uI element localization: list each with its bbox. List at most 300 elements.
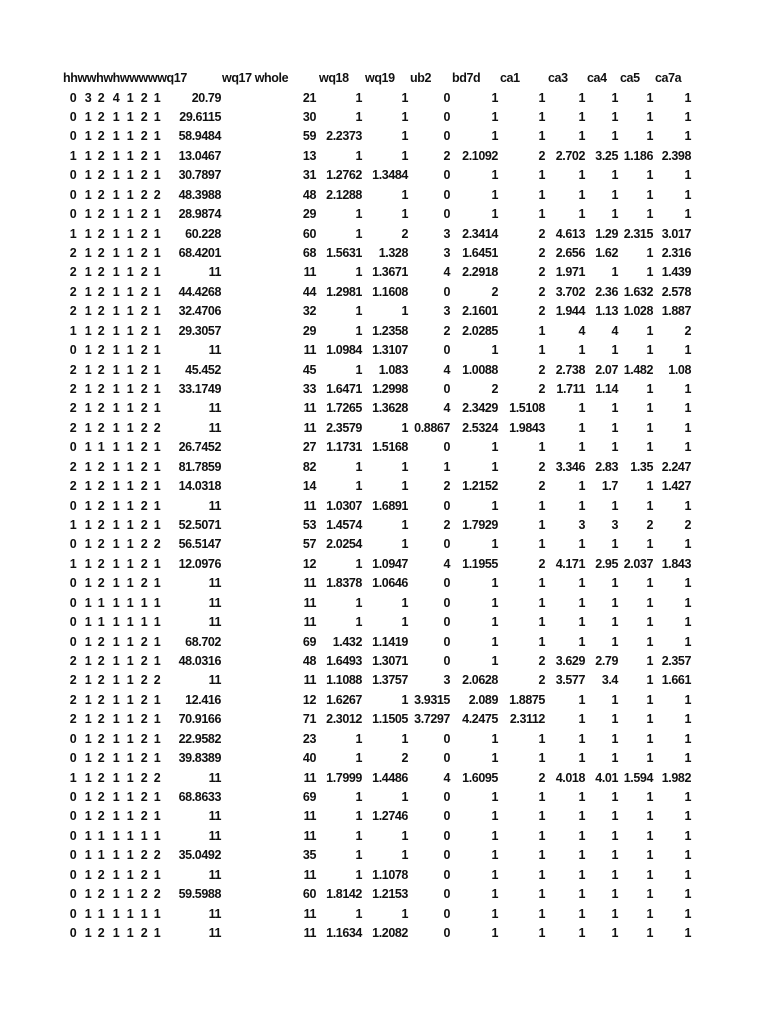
cell-hh: 2 <box>69 265 77 280</box>
cell-h: 1 <box>126 537 134 552</box>
cell-w2: 2 <box>97 518 105 532</box>
cell-h: 1 <box>126 362 134 377</box>
cell-hh: 2 <box>69 304 77 319</box>
cell-wq18: 1 <box>355 459 362 474</box>
cell-ca4: 1 <box>611 265 618 280</box>
table-row <box>0 458 768 477</box>
cell-wq18: 2.2373 <box>326 129 362 144</box>
cell-wq19: 1.2358 <box>372 323 408 338</box>
cell-w2: 2 <box>97 867 105 882</box>
cell-hw: 1 <box>112 848 120 863</box>
cell-hw: 1 <box>112 459 120 474</box>
cell-w4: 2 <box>153 187 161 202</box>
cell-bd7d: 1.6451 <box>462 245 498 260</box>
cell-w4: 1 <box>153 556 161 571</box>
cell-h: 1 <box>126 148 134 163</box>
cell-wq19: 1 <box>401 790 408 804</box>
cell-w3: 2 <box>140 245 148 260</box>
cell-wq17-whole: 45 <box>302 362 316 377</box>
cell-ca3: 2.702 <box>555 148 585 163</box>
cell-wq18: 1 <box>355 867 362 882</box>
cell-w1: 1 <box>84 440 92 455</box>
cell-h: 1 <box>126 401 134 416</box>
cell-h: 1 <box>126 109 134 124</box>
cell-h: 1 <box>126 576 134 591</box>
cell-wq17: 14.0318 <box>178 479 221 494</box>
cell-wq17: 48.0316 <box>178 654 221 668</box>
cell-w1: 1 <box>84 518 92 532</box>
cell-w4: 1 <box>153 692 161 707</box>
cell-ca4: 1 <box>611 692 618 707</box>
cell-w3: 2 <box>140 848 148 863</box>
cell-ca1: 2 <box>538 265 545 280</box>
cell-ca5: 1 <box>646 712 653 727</box>
cell-ca1: 1 <box>538 828 545 843</box>
cell-ca1: 1.5108 <box>509 401 545 416</box>
cell-ca7a: 1 <box>684 187 691 202</box>
cell-w4: 1 <box>153 906 161 921</box>
cell-w2: 2 <box>97 770 105 785</box>
cell-w4: 1 <box>153 479 161 494</box>
cell-w3: 2 <box>140 673 148 688</box>
cell-ca3: 3.346 <box>555 459 585 474</box>
cell-hw: 1 <box>112 518 120 532</box>
cell-w2: 2 <box>97 537 105 552</box>
cell-bd7d: 1 <box>491 109 498 124</box>
table-row <box>0 438 768 457</box>
cell-wq17: 11 <box>208 265 221 280</box>
cell-ca1: 1.8875 <box>509 692 545 707</box>
cell-ub2: 0 <box>443 537 450 552</box>
cell-w3: 1 <box>140 906 148 921</box>
cell-w1: 1 <box>84 731 92 746</box>
cell-ca1: 1.9843 <box>509 420 545 435</box>
cell-ca1: 1 <box>538 634 545 649</box>
cell-ca1: 1 <box>538 440 545 455</box>
cell-bd7d: 1 <box>491 207 498 222</box>
cell-ca5: 1 <box>646 692 653 707</box>
cell-wq19: 1 <box>401 848 408 863</box>
cell-wq18: 1.7265 <box>326 401 362 416</box>
cell-ca1: 1 <box>538 887 545 902</box>
cell-h: 1 <box>126 867 134 882</box>
table-row <box>0 807 768 826</box>
cell-hw: 1 <box>112 731 120 746</box>
cell-w2: 1 <box>97 906 105 921</box>
table-row <box>0 186 768 205</box>
cell-w3: 2 <box>140 109 148 124</box>
cell-ca1: 1 <box>538 109 545 124</box>
cell-ub2: 0 <box>443 498 450 513</box>
cell-wq17-whole: 11 <box>303 673 316 688</box>
cell-w2: 2 <box>97 712 105 727</box>
cell-ca4: 1 <box>611 867 618 882</box>
cell-ca5: 1 <box>646 809 653 824</box>
cell-ca3: 2.656 <box>555 245 585 260</box>
cell-ca1: 2 <box>538 304 545 319</box>
cell-ca5: 1 <box>646 323 653 338</box>
cell-wq18: 1.6471 <box>326 381 362 396</box>
cell-ca4: 1 <box>611 712 618 727</box>
cell-w3: 2 <box>140 420 148 435</box>
cell-ca4: 3.4 <box>601 673 618 688</box>
cell-wq17: 56.5147 <box>178 537 221 552</box>
cell-hh: 0 <box>69 109 77 124</box>
cell-wq19: 1 <box>401 148 408 163</box>
cell-h: 1 <box>126 459 134 474</box>
cell-ca7a: 1 <box>684 615 691 630</box>
cell-w2: 1 <box>97 615 105 630</box>
cell-ca7a: 1 <box>684 343 691 358</box>
cell-wq18: 2.3579 <box>326 420 362 435</box>
cell-ca4: 1.62 <box>595 245 618 260</box>
cell-wq19: 1 <box>401 187 408 202</box>
cell-wq19: 1.3628 <box>372 401 408 416</box>
cell-wq19: 1.1419 <box>372 634 408 649</box>
cell-w3: 1 <box>140 595 148 610</box>
cell-w1: 3 <box>84 90 92 105</box>
cell-ca4: 1 <box>611 828 618 843</box>
cell-w2: 2 <box>97 731 105 746</box>
cell-w1: 1 <box>84 848 92 863</box>
cell-ca5: 1 <box>646 906 653 921</box>
cell-w3: 2 <box>140 790 148 804</box>
cell-wq17-whole: 69 <box>302 634 316 649</box>
cell-ub2: 0 <box>443 90 450 105</box>
cell-ca1: 1 <box>538 187 545 202</box>
cell-bd7d: 2.0285 <box>462 323 498 338</box>
cell-wq17: 44.4268 <box>178 284 221 299</box>
cell-h: 1 <box>126 556 134 571</box>
cell-w2: 2 <box>97 381 105 396</box>
cell-wq17-whole: 31 <box>302 168 316 183</box>
cell-wq17-whole: 35 <box>302 848 316 863</box>
cell-h: 1 <box>126 906 134 921</box>
cell-ca7a: 2 <box>684 518 691 532</box>
cell-ca3: 1 <box>578 129 585 144</box>
cell-wq19: 1.2153 <box>372 887 408 902</box>
cell-w1: 1 <box>84 284 92 299</box>
cell-wq17: 60.228 <box>185 226 221 241</box>
cell-w1: 1 <box>84 129 92 144</box>
cell-hh: 0 <box>69 926 77 940</box>
cell-hw: 1 <box>112 498 120 513</box>
cell-w1: 1 <box>84 576 92 591</box>
cell-ub2: 3.7297 <box>414 712 450 727</box>
cell-w4: 2 <box>153 420 161 435</box>
cell-bd7d: 2.2918 <box>462 265 498 280</box>
cell-wq19: 1 <box>401 90 408 105</box>
cell-w1: 1 <box>84 634 92 649</box>
cell-ca7a: 1 <box>684 848 691 863</box>
cell-ca1: 1 <box>538 498 545 513</box>
header-row <box>0 69 768 88</box>
cell-ca1: 1 <box>538 537 545 552</box>
cell-wq17-whole: 11 <box>303 770 316 785</box>
cell-wq18: 1.6493 <box>326 654 362 668</box>
cell-ca4: 1 <box>611 343 618 358</box>
cell-ca4: 1 <box>611 498 618 513</box>
cell-wq19: 1 <box>401 420 408 435</box>
cell-w3: 2 <box>140 926 148 940</box>
cell-ca7a: 1 <box>684 906 691 921</box>
cell-bd7d: 1 <box>491 576 498 591</box>
cell-ca1: 2 <box>538 381 545 396</box>
cell-h: 1 <box>126 731 134 746</box>
cell-hw: 4 <box>112 90 120 105</box>
cell-w2: 1 <box>97 595 105 610</box>
cell-wq17-whole: 30 <box>302 109 316 124</box>
cell-ub2: 1 <box>443 459 450 474</box>
cell-wq17: 11 <box>208 498 221 513</box>
cell-w1: 1 <box>84 226 92 241</box>
cell-ca4: 1 <box>611 887 618 902</box>
table-row <box>0 89 768 108</box>
cell-wq17-whole: 11 <box>303 401 316 416</box>
cell-hh: 2 <box>69 479 77 494</box>
cell-wq17-whole: 60 <box>302 887 316 902</box>
cell-hw: 1 <box>112 556 120 571</box>
cell-bd7d: 2.0628 <box>462 673 498 688</box>
table-row <box>0 166 768 185</box>
cell-wq17-whole: 11 <box>303 265 316 280</box>
cell-ca5: 1.594 <box>623 770 653 785</box>
cell-w2: 2 <box>97 245 105 260</box>
cell-h: 1 <box>126 440 134 455</box>
cell-ca5: 1 <box>646 420 653 435</box>
cell-wq17-whole: 82 <box>302 459 316 474</box>
cell-wq17-whole: 27 <box>302 440 316 455</box>
cell-ca3: 1 <box>578 168 585 183</box>
cell-wq18: 1.2762 <box>326 168 362 183</box>
cell-ca4: 1 <box>611 634 618 649</box>
cell-w1: 1 <box>84 109 92 124</box>
cell-wq19: 1.3107 <box>372 343 408 358</box>
cell-w1: 1 <box>84 556 92 571</box>
cell-ca1: 1 <box>538 323 545 338</box>
cell-hh: 2 <box>69 459 77 474</box>
cell-hh: 0 <box>69 887 77 902</box>
cell-wq17-whole: 11 <box>303 343 316 358</box>
cell-w3: 2 <box>140 498 148 513</box>
cell-ca4: 1 <box>611 187 618 202</box>
cell-wq19: 1 <box>401 906 408 921</box>
cell-hw: 1 <box>112 654 120 668</box>
cell-w2: 2 <box>97 148 105 163</box>
table-row <box>0 769 768 788</box>
cell-w2: 2 <box>97 809 105 824</box>
cell-w1: 1 <box>84 673 92 688</box>
cell-bd7d: 1 <box>491 790 498 804</box>
cell-h: 1 <box>126 226 134 241</box>
cell-w3: 2 <box>140 284 148 299</box>
cell-w1: 1 <box>84 867 92 882</box>
cell-bd7d: 1 <box>491 595 498 610</box>
cell-ca5: 1 <box>646 731 653 746</box>
cell-bd7d: 2.3414 <box>462 226 498 241</box>
cell-ca3: 4 <box>578 323 585 338</box>
cell-wq17: 29.3057 <box>178 323 221 338</box>
cell-w4: 1 <box>153 634 161 649</box>
cell-ub2: 0 <box>443 809 450 824</box>
cell-ca1: 1 <box>538 90 545 105</box>
cell-hh: 1 <box>69 226 77 241</box>
header-bd7d: bd7d <box>452 71 481 85</box>
cell-ub2: 0 <box>443 595 450 610</box>
cell-ca7a: 2.578 <box>661 284 691 299</box>
cell-ub2: 0 <box>443 284 450 299</box>
table-row <box>0 866 768 885</box>
cell-ca4: 3.25 <box>595 148 618 163</box>
cell-ca3: 2.738 <box>555 362 585 377</box>
cell-ca4: 1 <box>611 109 618 124</box>
cell-ca5: 1 <box>646 168 653 183</box>
cell-wq19: 1 <box>401 459 408 474</box>
cell-ub2: 3 <box>443 673 450 688</box>
header-ca5: ca5 <box>620 71 640 85</box>
cell-wq17-whole: 14 <box>302 479 316 494</box>
cell-w3: 2 <box>140 343 148 358</box>
cell-ca3: 1 <box>578 751 585 766</box>
cell-wq17-whole: 11 <box>303 867 316 882</box>
cell-wq18: 1.432 <box>332 634 362 649</box>
cell-ub2: 0 <box>443 207 450 222</box>
cell-hw: 1 <box>112 148 120 163</box>
cell-ca3: 1 <box>578 906 585 921</box>
cell-ub2: 3 <box>443 226 450 241</box>
cell-wq18: 1.7999 <box>326 770 362 785</box>
cell-wq18: 1 <box>355 615 362 630</box>
cell-ca3: 1 <box>578 828 585 843</box>
cell-wq19: 1.3671 <box>372 265 408 280</box>
cell-ca3: 1 <box>578 595 585 610</box>
cell-wq19: 1 <box>401 595 408 610</box>
cell-ca5: 1 <box>646 265 653 280</box>
cell-hh: 2 <box>69 420 77 435</box>
cell-hw: 1 <box>112 595 120 610</box>
cell-ca3: 3.629 <box>555 654 585 668</box>
cell-bd7d: 1.6095 <box>462 770 498 785</box>
table-row <box>0 730 768 749</box>
cell-ca7a: 1 <box>684 828 691 843</box>
cell-wq17-whole: 59 <box>302 129 316 144</box>
cell-wq17: 11 <box>208 401 221 416</box>
cell-bd7d: 1 <box>491 634 498 649</box>
cell-w4: 1 <box>153 265 161 280</box>
cell-w4: 2 <box>153 848 161 863</box>
cell-ca3: 1 <box>578 731 585 746</box>
cell-h: 1 <box>126 304 134 319</box>
cell-w3: 2 <box>140 168 148 183</box>
table-row <box>0 749 768 768</box>
cell-w2: 2 <box>97 265 105 280</box>
cell-w3: 2 <box>140 207 148 222</box>
cell-wq18: 1.4574 <box>326 518 362 532</box>
cell-bd7d: 1.0088 <box>462 362 498 377</box>
cell-ca3: 4.018 <box>555 770 585 785</box>
cell-ca7a: 1 <box>684 867 691 882</box>
cell-hh: 0 <box>69 187 77 202</box>
cell-ub2: 0 <box>443 440 450 455</box>
cell-ca7a: 1.982 <box>661 770 691 785</box>
cell-wq17: 68.702 <box>185 634 221 649</box>
cell-ca5: 1 <box>646 129 653 144</box>
cell-ca4: 1 <box>611 790 618 804</box>
table-row <box>0 652 768 671</box>
cell-wq19: 2 <box>401 751 408 766</box>
cell-bd7d: 1.7929 <box>462 518 498 532</box>
cell-hh: 2 <box>69 245 77 260</box>
cell-wq17: 39.8389 <box>178 751 221 766</box>
cell-ca7a: 1 <box>684 712 691 727</box>
cell-wq17: 11 <box>208 828 221 843</box>
cell-ca3: 1 <box>578 809 585 824</box>
table-row <box>0 846 768 865</box>
header-ca7a: ca7a <box>655 71 682 85</box>
cell-hh: 2 <box>69 401 77 416</box>
cell-hh: 0 <box>69 751 77 766</box>
cell-wq17-whole: 53 <box>302 518 316 532</box>
table-row <box>0 924 768 943</box>
cell-wq18: 1 <box>355 751 362 766</box>
cell-ca7a: 1 <box>684 809 691 824</box>
table-row <box>0 322 768 341</box>
cell-ca4: 1 <box>611 595 618 610</box>
cell-ca1: 2 <box>538 556 545 571</box>
cell-ca7a: 1.887 <box>661 304 691 319</box>
cell-ub2: 0 <box>443 790 450 804</box>
cell-ub2: 2 <box>443 479 450 494</box>
cell-ca4: 1 <box>611 926 618 940</box>
cell-w3: 2 <box>140 537 148 552</box>
cell-ub2: 0 <box>443 187 450 202</box>
cell-w3: 2 <box>140 226 148 241</box>
cell-w3: 2 <box>140 692 148 707</box>
cell-h: 1 <box>126 479 134 494</box>
cell-wq18: 1 <box>355 148 362 163</box>
header-wq19: wq19 <box>365 71 395 85</box>
cell-bd7d: 1 <box>491 537 498 552</box>
cell-hh: 0 <box>69 595 77 610</box>
cell-wq17: 11 <box>208 906 221 921</box>
cell-ca7a: 2.316 <box>661 245 691 260</box>
cell-ca5: 1 <box>646 595 653 610</box>
cell-w4: 1 <box>153 790 161 804</box>
table-row <box>0 671 768 690</box>
cell-ca3: 4.613 <box>555 226 585 241</box>
cell-hh: 0 <box>69 809 77 824</box>
table-row <box>0 419 768 438</box>
cell-wq18: 1.6267 <box>326 692 362 707</box>
cell-bd7d: 1 <box>491 90 498 105</box>
cell-w1: 1 <box>84 401 92 416</box>
cell-h: 1 <box>126 343 134 358</box>
cell-w2: 2 <box>97 556 105 571</box>
cell-w2: 2 <box>97 323 105 338</box>
cell-hh: 0 <box>69 207 77 222</box>
cell-wq17: 33.1749 <box>178 381 221 396</box>
cell-ca4: 1 <box>611 615 618 630</box>
table-row <box>0 535 768 554</box>
cell-ub2: 0 <box>443 654 450 668</box>
cell-wq17-whole: 48 <box>302 654 316 668</box>
cell-w1: 1 <box>84 498 92 513</box>
cell-bd7d: 1 <box>491 828 498 843</box>
cell-ca4: 2.83 <box>595 459 618 474</box>
cell-h: 1 <box>126 518 134 532</box>
cell-h: 1 <box>126 168 134 183</box>
table-row <box>0 205 768 224</box>
